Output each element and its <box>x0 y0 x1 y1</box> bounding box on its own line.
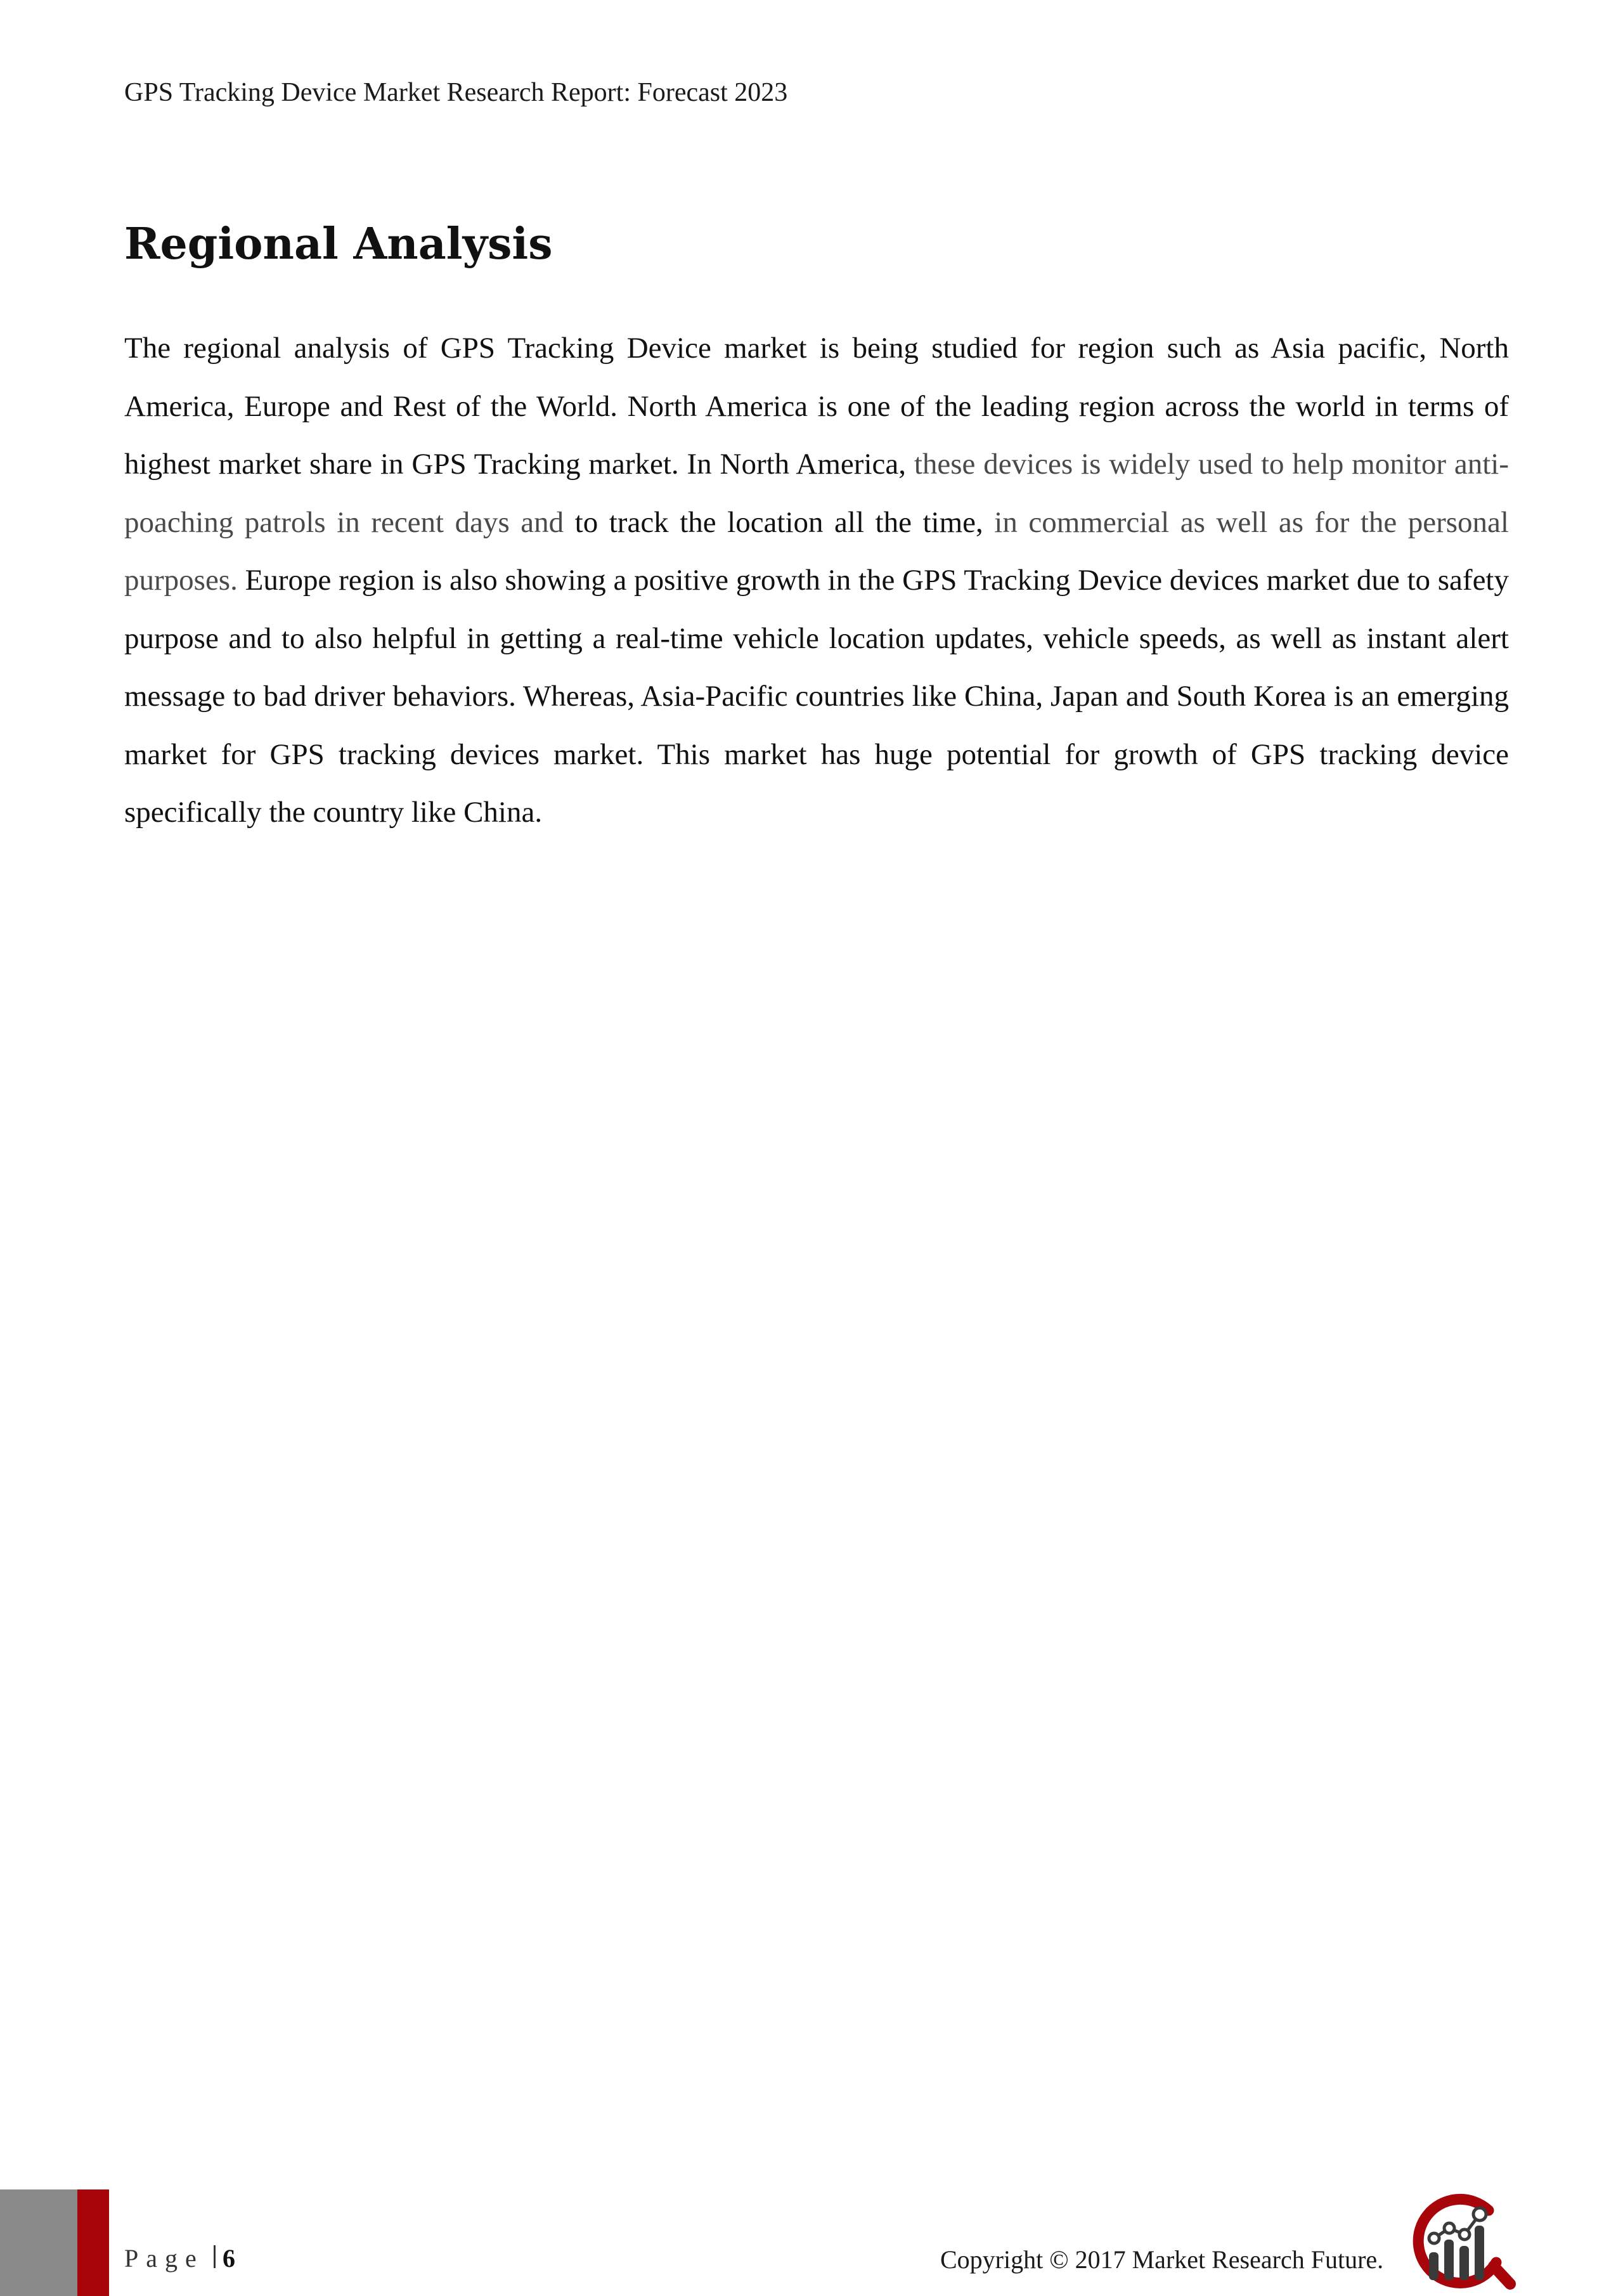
section-title: Regional Analysis <box>124 219 553 269</box>
paragraph-segment-5: Europe region is also showing a positive growth in the GPS Tracking Device devices market due to safety purpose and to also helpful in getting a real-time vehicle location updates, vehicle speeds, as well as instant alert message to bad driver behaviors. Whereas, Asia-Pacific countries like China, Japan and South Korea is an emerging market for GPS tracking devices market. This market has huge potential for growth of GPS tracking device specifically the country like China. <box>124 564 1509 829</box>
copyright-notice: Copyright © 2017 Market Research Future. <box>940 2245 1384 2274</box>
body-paragraph <box>124 320 1509 842</box>
paragraph-segment-1: The regional analysis of GPS Tracking Device market is being studied for region such as Asia pacific, North America, Europe and Rest of the World. North America is one of the leading region across the world in terms of highest market share in GPS Tracking market. In North America, <box>124 332 1509 481</box>
market-research-future-logo-icon <box>1401 2188 1528 2295</box>
paragraph-segment-2: these devices is widely used to help monitor anti-poaching patrols in recent days and <box>124 448 1509 539</box>
footer-gray-bar <box>0 2189 77 2296</box>
paragraph-segment-4: in commercial as well as for the personal purposes. <box>124 505 1509 597</box>
page-separator <box>214 2245 216 2268</box>
running-header: GPS Tracking Device Market Research Report: Forecast 2023 <box>124 78 788 107</box>
footer-red-bar <box>77 2189 109 2296</box>
page-number: 6 <box>223 2244 235 2273</box>
page-label: Page <box>124 2244 204 2273</box>
paragraph-segment-3: to track the location all the time, <box>564 505 995 539</box>
